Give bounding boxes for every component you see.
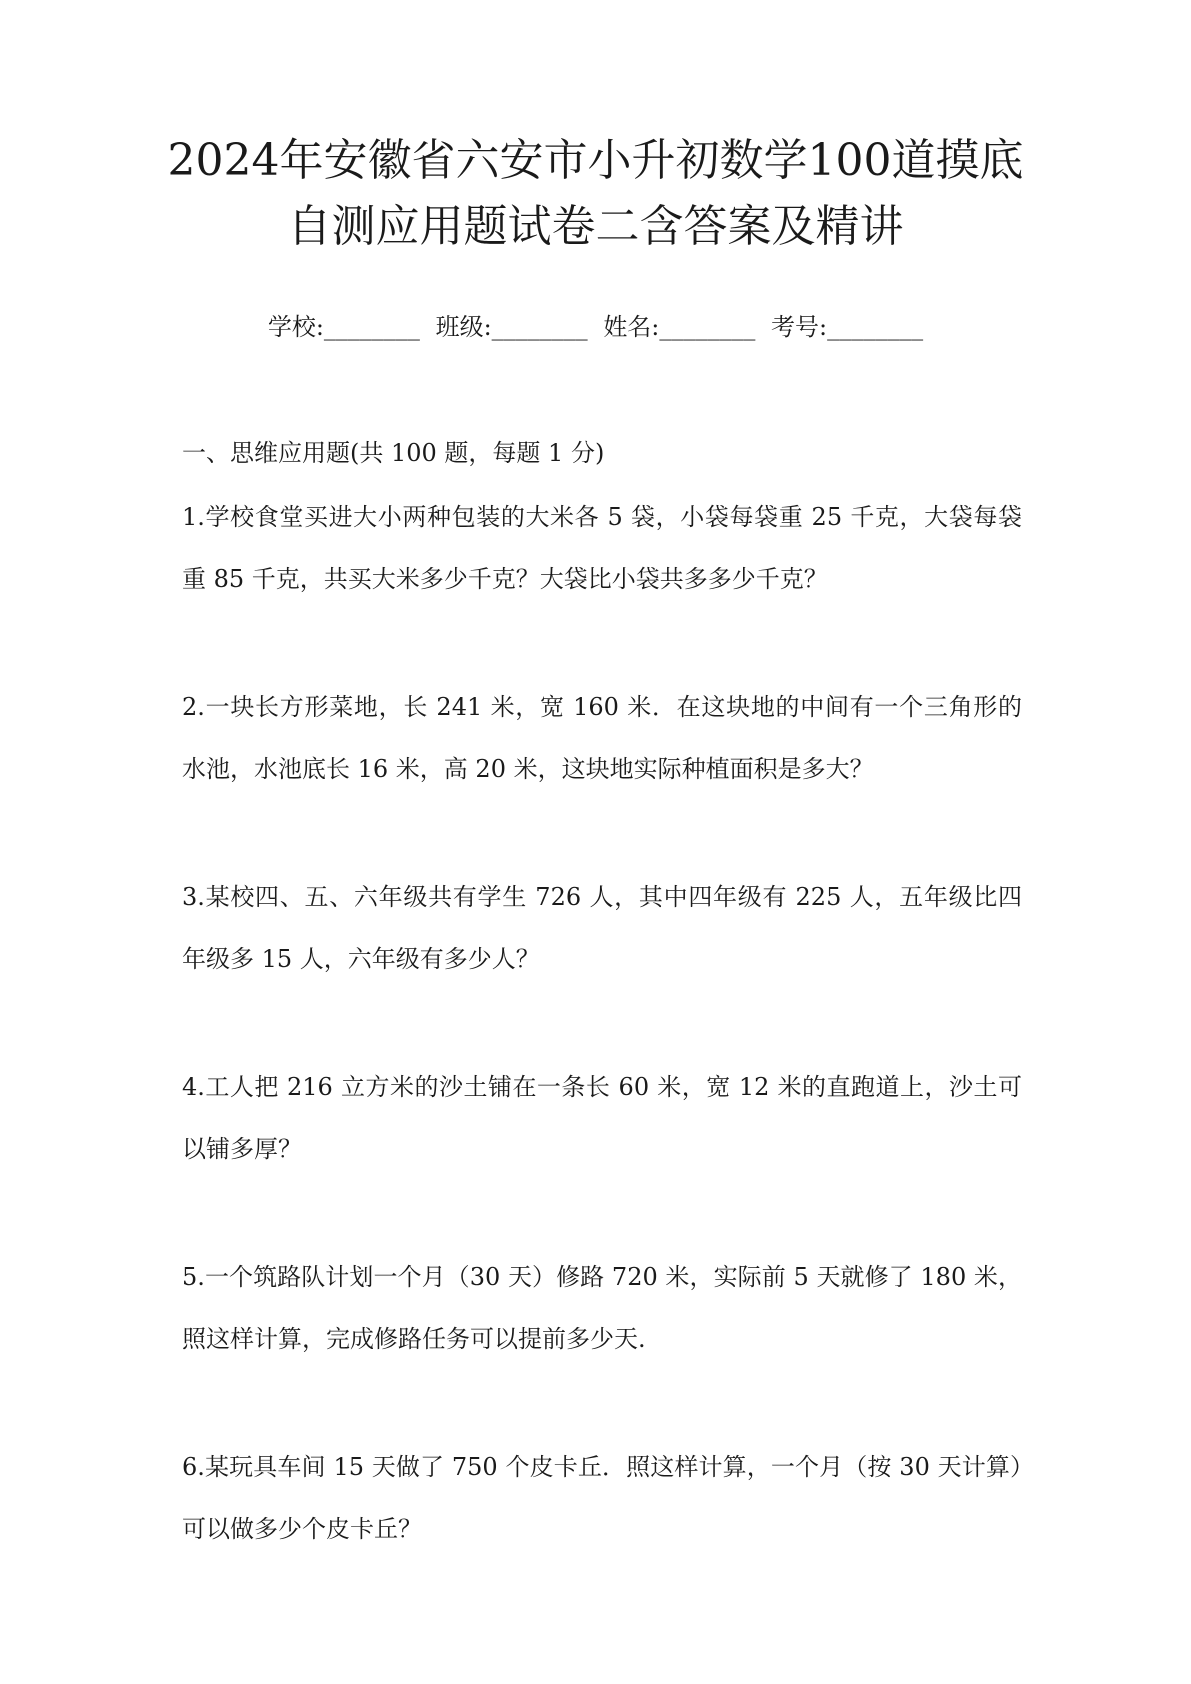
class-field: 班级:________	[435, 313, 588, 341]
page-title-line-2: 自测应用题试卷二含答案及精讲	[287, 201, 904, 252]
question-1: 1.学校食堂买进大小两种包装的大米各 5 袋，小袋每袋重 25 千克，大袋每袋重 85 千克，共买大米多少千克？大袋比小袋共多多少千克？	[182, 503, 1022, 593]
question-4: 4.工人把 216 立方米的沙土铺在一条长 60 米，宽 12 米的直跑道上，沙土可以铺多厚？	[182, 1073, 1022, 1163]
question-3: 3.某校四、五、六年级共有学生 726 人，其中四年级有 225 人，五年级比四年级多 15 人，六年级有多少人？	[182, 883, 1022, 973]
question-6: 6.某玩具车间 15 天做了 750 个皮卡丘．照这样计算，一个月（按 30 天计算）可以做多少个皮卡丘？	[182, 1453, 1022, 1543]
school-field: 学校:________	[267, 313, 420, 341]
section-title: 一、思维应用题(共 100 题，每题 1 分)	[182, 439, 605, 467]
question-5: 5.一个筑路队计划一个月（30 天）修路 720 米，实际前 5 天就修了 180 米，照这样计算，完成修路任务可以提前多少天.	[182, 1263, 1022, 1353]
page-title-line-1: 2024年安徽省六安市小升初数学100道摸底	[167, 135, 1024, 186]
student-info-line	[150, 310, 1041, 344]
exam-number-field: 考号:________	[771, 313, 924, 341]
name-field: 姓名:________	[603, 313, 756, 341]
question-2: 2.一块长方形菜地，长 241 米，宽 160 米．在这块地的中间有一个三角形的水池，水池底长 16 米，高 20 米，这块地实际种植面积是多大？	[182, 693, 1022, 783]
